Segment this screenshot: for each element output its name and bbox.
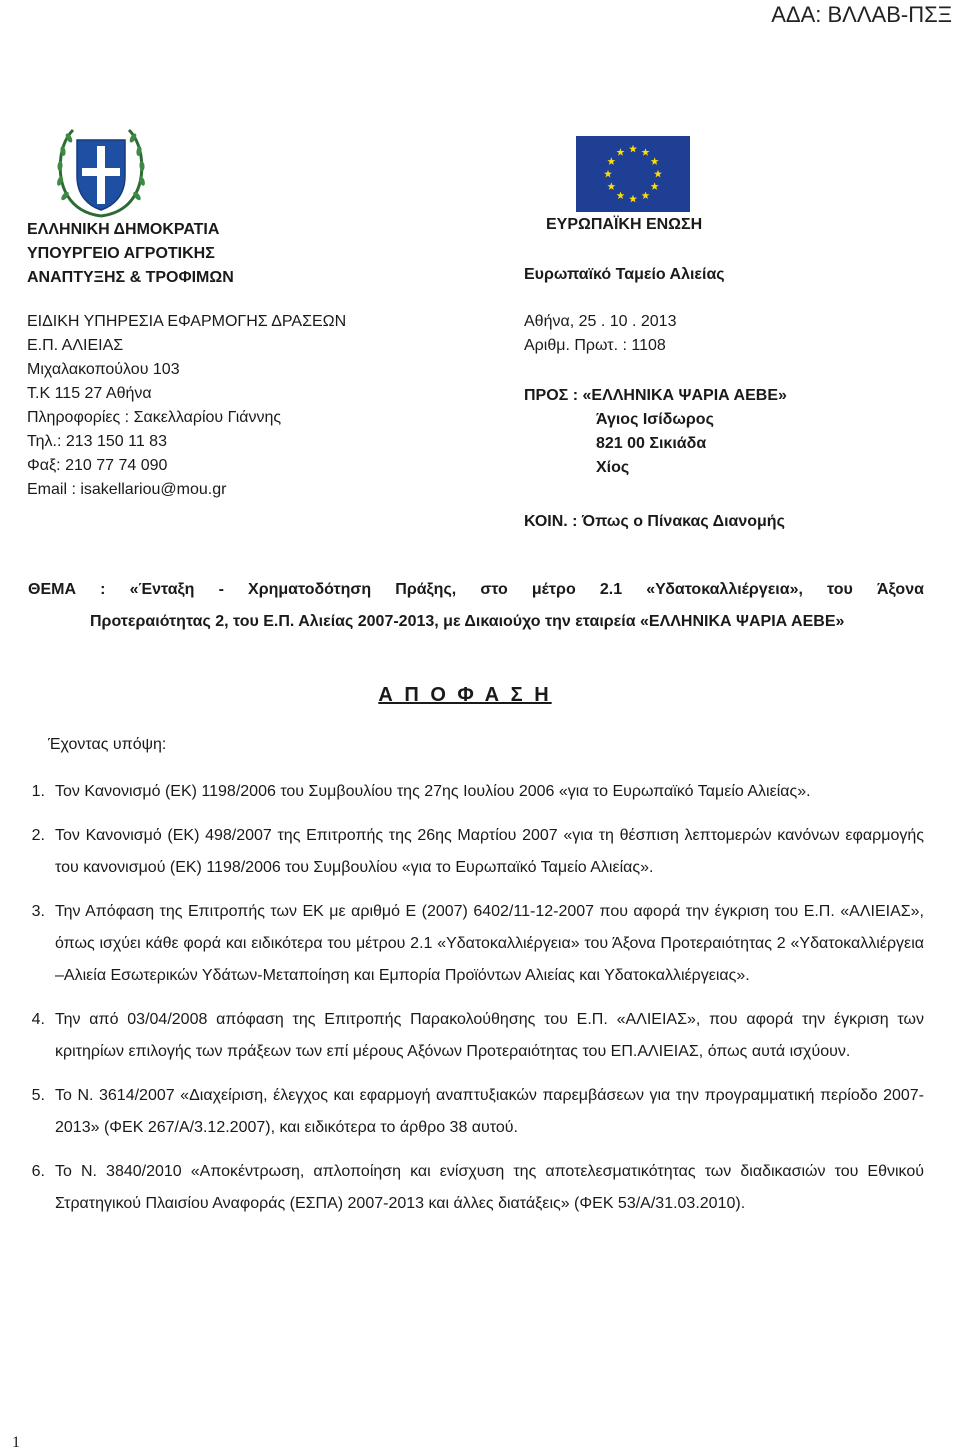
subject-word: : [100,581,106,598]
address-line: Άγιος Ισίδωρος [596,411,714,428]
item-number: 3. [31,903,45,920]
item-text: Τον Κανονισμό (ΕΚ) 498/2007 της Επιτροπής της 26ης Μαρτίου 2007 «για τη θέσπιση λεπτομερών κανόνων εφαρμογής του κανονισμού (ΕΚ) 1198/2006 του Συμβουλίου «για το Ευρωπαϊκό Ταμείο Αλιείας». [55,827,924,876]
recipient-line: ΠΡΟΣ : «ΕΛΛΗΝΙΚΑ ΨΑΡΙΑ ΑΕΒΕ» [524,387,787,404]
header-line: ΑΝΑΠΤΥΞΗΣ & ΤΡΟΦΙΜΩΝ [27,269,234,286]
contact-line: Τηλ.: 213 150 11 83 [27,433,167,450]
item-number: 1. [31,783,45,800]
item-text: Την Απόφαση της Επιτροπής των ΕΚ με αριθμό Ε (2007) 6402/11-12-2007 που αφορά την έγκριση του Ε.Π. «ΑΛΙΕΙΑΣ», όπως ισχύει κάθε φορά και ειδικότερα του μέτρου 2.1 «Υδατοκαλλιέργεια» του Άξονα Προτεραιότητας 2 «Υδατοκαλλιέργεια –Αλιεία Εσωτερικών Υδάτων-Μεταποίηση και Εμπορία Προϊόντων Αλιείας και Υδατοκαλλιέργειας». [55,903,924,984]
subject-word: 2.1 [599,581,623,598]
list-item [10,820,924,884]
subject-word: του [827,581,853,598]
address-line: 821 00 Σικιάδα [596,435,707,452]
subject-continuation: Προτεραιότητας 2, του Ε.Π. Αλιείας 2007-2013, με Δικαιούχο την εταιρεία «ΕΛΛΗΝΙΚΑ ΨΑΡΙΑ ΑΕΒΕ» [90,613,845,630]
subject-word: στο [480,581,508,598]
subject-first-line [28,574,924,606]
considerations-list [10,776,924,1232]
item-text: Το Ν. 3840/2010 «Αποκέντρωση, απλοποίηση και ενίσχυση της αποτελεσματικότητας των διαδικασιών του Εθνικού Στρατηγικού Πλαισίου Αναφοράς (ΕΣΠΑ) 2007-2013 και άλλες διατάξεις» (ΦΕΚ 53/Α/31.03.2010). [55,1163,924,1212]
greek-coat-of-arms-icon [55,126,147,220]
subject-word: μέτρο [531,581,576,598]
contact-line: Τ.Κ 115 27 Αθήνα [27,385,152,402]
list-item [10,896,924,992]
item-text: Τον Κανονισμό (ΕΚ) 1198/2006 του Συμβουλίου της 27ης Ιουλίου 2006 «για το Ευρωπαϊκό Ταμείο Αλιείας». [55,783,811,800]
subject-word: ΘΕΜΑ [28,581,76,598]
document-date: Αθήνα, 25 . 10 . 2013 [524,313,677,330]
eu-name: ΕΥΡΩΠΑΪΚΗ ΕΝΩΣΗ [546,216,703,233]
contact-line: Φαξ: 210 77 74 090 [27,457,168,474]
page-number: 1 [12,1434,20,1451]
contact-line: Πληροφορίες : Σακελλαρίου Γιάννης [27,409,282,426]
contact-line: Email : isakellariou@mou.gr [27,481,227,498]
item-number: 6. [31,1163,45,1180]
item-text: Την από 03/04/2008 απόφαση της Επιτροπής Παρακολούθησης του Ε.Π. «ΑΛΙΕΙΑΣ», που αφορά την έγκριση των κριτηρίων επιλογής των πράξεων των επί μέρους Αξόνων Προτεραιότητας του ΕΠ.ΑΛΙΕΙΑΣ, όπως αυτά ισχύουν. [55,1011,924,1060]
list-item [10,776,924,808]
decision-title: Α Π Ο Φ Α Σ Η [378,684,552,706]
fund-name: Ευρωπαϊκό Ταμείο Αλιείας [524,266,725,283]
item-text: Το Ν. 3614/2007 «Διαχείριση, έλεγχος και εφαρμογή αναπτυξιακών παρεμβάσεων για την προγραμματική περίοδο 2007-2013» (ΦΕΚ 267/Α/3.12.2007), και ειδικότερα το άρθρο 38 αυτού. [55,1087,924,1136]
subject-word: «Ένταξη [129,581,195,598]
subject-word: Χρηματοδότηση [248,581,372,598]
document-ada-watermark: ΑΔΑ: ΒΛΛΑΒ-ΠΣΞ [771,2,952,27]
recipient-address [596,408,714,480]
eu-flag-icon [576,136,690,212]
subject-word: Άξονα [876,581,924,598]
subject-word: Πράξης, [395,581,457,598]
sender-contact-block [27,310,346,502]
item-number: 5. [31,1087,45,1104]
list-item [10,1080,924,1144]
contact-line: Ε.Π. ΑΛΙΕΙΑΣ [27,337,124,354]
contact-line: Μιχαλακοπούλου 103 [27,361,180,378]
item-number: 4. [31,1011,45,1028]
subject-word: «Υδατοκαλλιέργεια», [646,581,803,598]
header-line: ΕΛΛΗΝΙΚΗ ΔΗΜΟΚΡΑΤΙΑ [27,221,220,238]
address-line: Χίος [596,459,630,476]
list-item [10,1004,924,1068]
subject-block [28,574,924,638]
subject-word: - [218,581,224,598]
cc-line: ΚΟΙΝ. : Όπως ο Πίνακας Διανομής [524,513,785,530]
header-line: ΥΠΟΥΡΓΕΙΟ ΑΓΡΟΤΙΚΗΣ [27,245,215,262]
contact-line: ΕΙΔΙΚΗ ΥΠΗΡΕΣΙΑ ΕΦΑΡΜΟΓΗΣ ΔΡΑΣΕΩΝ [27,313,347,330]
ministry-header [27,218,234,290]
item-number: 2. [31,827,45,844]
having-in-mind-label: Έχοντας υπόψη: [48,736,167,753]
list-item [10,1156,924,1220]
protocol-number: Αριθμ. Πρωτ. : 1108 [524,337,666,354]
